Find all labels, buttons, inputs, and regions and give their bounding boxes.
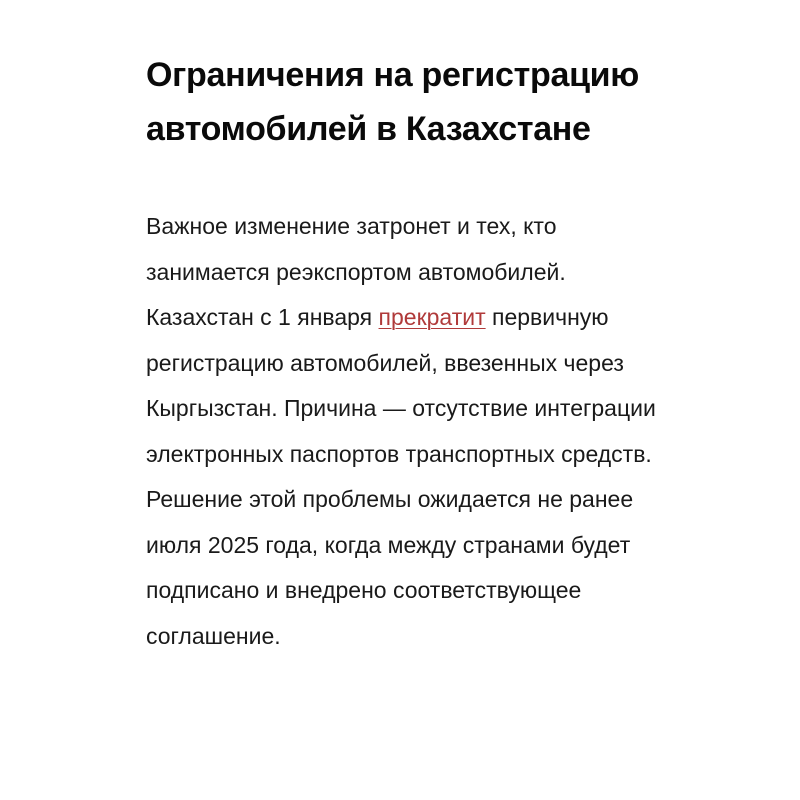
body-text-after-link: первичную регистрацию автомобилей, ввезенных через Кыргызстан. Причина — отсутствие интеграции электронных паспортов транспортных средств. Решение этой проблемы ожидается не ранее июля 2025 года, когда между странами будет подписано и внедрено соответствующее соглашение. [146,304,656,649]
body-text-before-link: Важное изменение затронет и тех, кто занимается реэкспортом автомобилей. Казахстан с 1 января [146,213,566,330]
source-link[interactable]: прекратит [378,304,486,330]
article [146,48,676,659]
article-title: Ограничения на регистрацию автомобилей в Казахстане [146,56,640,148]
article-body [146,204,676,659]
